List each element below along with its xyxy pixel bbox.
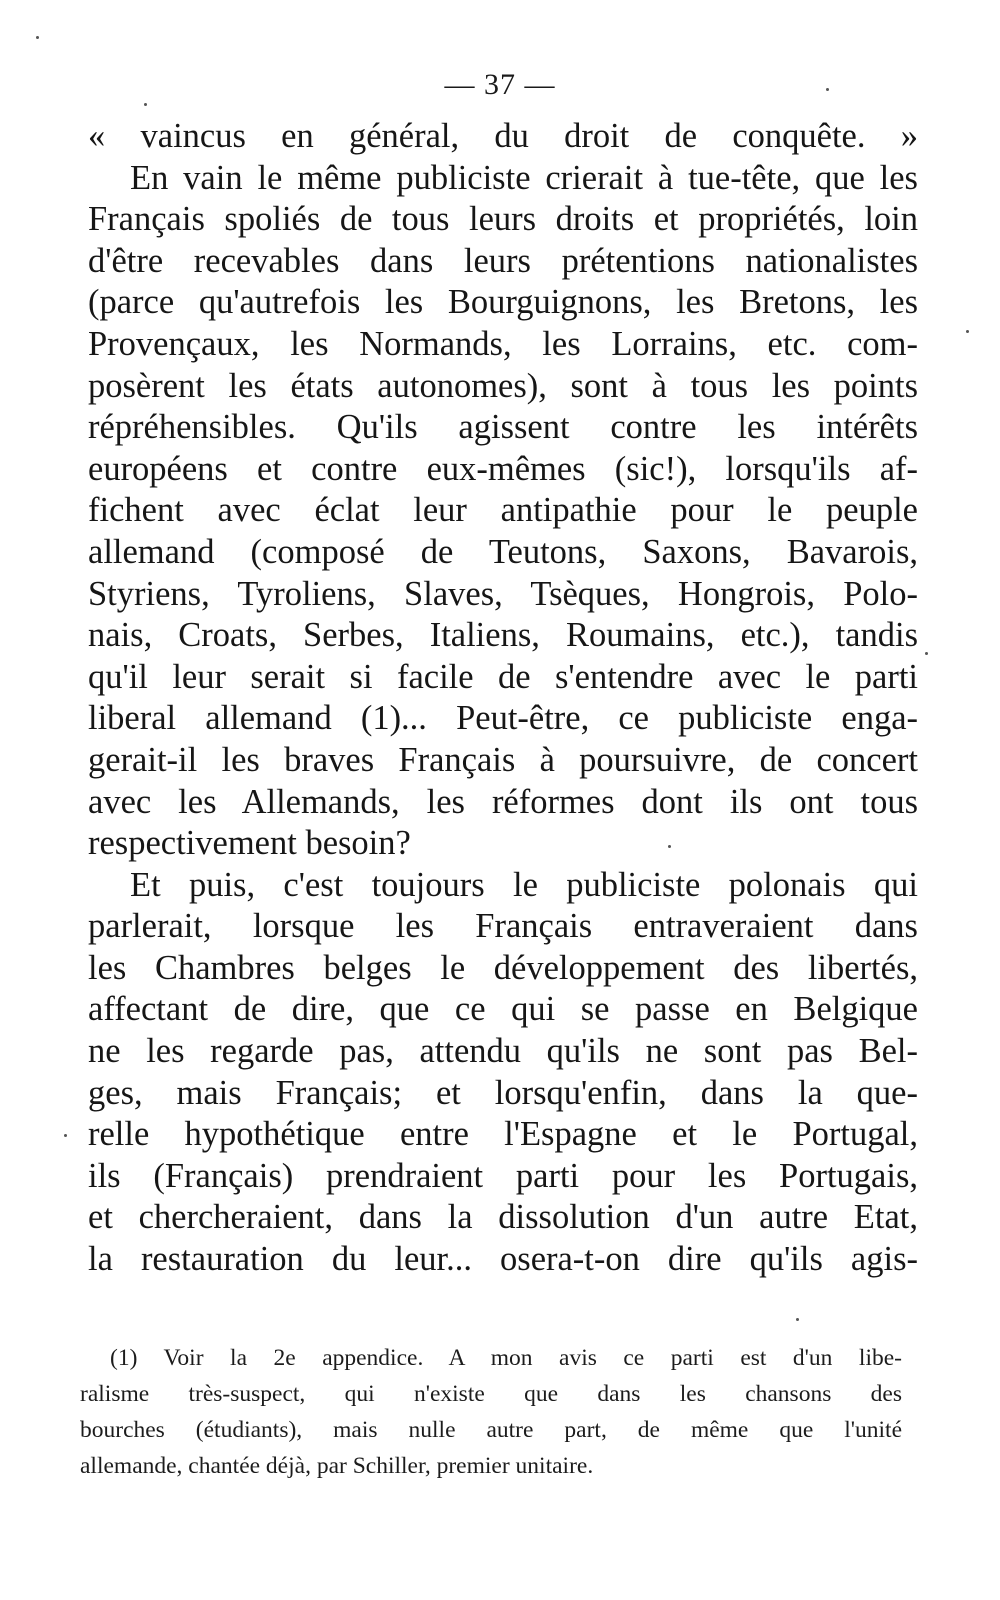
scan-speck — [966, 330, 969, 333]
footnote-line: allemande, chantée déjà, par Schiller, premier unitaire. — [80, 1453, 594, 1479]
text-line: qu'il leur serait si facile de s'entendre avec le parti — [88, 657, 918, 696]
body-text — [88, 116, 918, 1281]
text-line: et chercheraient, dans la dissolution d'un autre Etat, — [88, 1198, 918, 1237]
text-line: gerait-il les braves Français à poursuivre, de concert — [88, 740, 918, 779]
text-line: Styriens, Tyroliens, Slaves, Tsèques, Hongrois, Polo- — [88, 574, 918, 613]
text-line: les Chambres belges le développement des libertés, — [88, 948, 918, 987]
text-line: avec les Allemands, les réformes dont ils ont tous — [88, 782, 918, 821]
text-line: européens et contre eux-mêmes (sic!), lorsqu'ils af- — [88, 449, 918, 488]
text-line: En vain le même publiciste crierait à tue-tête, que les — [130, 158, 918, 197]
scan-speck — [796, 1318, 799, 1321]
text-line: d'être recevables dans leurs prétentions nationalistes — [88, 241, 918, 280]
scan-speck — [144, 103, 147, 106]
text-line: ils (Français) prendraient parti pour les Portugais, — [88, 1156, 918, 1195]
text-line: nais, Croats, Serbes, Italiens, Roumains, etc.), tandis — [88, 616, 918, 655]
scan-speck — [668, 845, 671, 848]
text-line: fichent avec éclat leur antipathie pour le peuple — [88, 491, 918, 530]
text-line: Provençaux, les Normands, les Lorrains, etc. com- — [88, 324, 918, 363]
text-line: (parce qu'autrefois les Bourguignons, les Bretons, les — [88, 283, 918, 322]
footnote-line: (1) Voir la 2e appendice. A mon avis ce parti est d'un libe- — [110, 1345, 902, 1371]
text-line: parlerait, lorsque les Français entraveraient dans — [88, 907, 918, 946]
scan-speck — [36, 36, 39, 39]
text-line: liberal allemand (1)... Peut-être, ce publiciste enga- — [88, 699, 918, 738]
text-line: la restauration du leur... osera-t-on dire qu'ils agis- — [88, 1240, 918, 1279]
page-number: — 37 — — [444, 68, 556, 101]
scan-speck — [64, 1134, 67, 1137]
text-line: posèrent les états autonomes), sont à tous les points — [88, 366, 918, 405]
text-line: affectant de dire, que ce qui se passe en Belgique — [88, 990, 918, 1029]
text-line: répréhensibles. Qu'ils agissent contre les intérêts — [88, 408, 918, 447]
footnote — [80, 1340, 902, 1484]
text-line: Et puis, c'est toujours le publiciste polonais qui — [130, 865, 918, 904]
scan-speck — [826, 88, 829, 91]
text-line: « vaincus en général, du droit de conquête. » — [88, 117, 918, 155]
scan-speck — [925, 652, 928, 655]
text-line: respectivement besoin? — [88, 824, 411, 863]
footnote-line: ralisme très-suspect, qui n'existe que dans les chansons des — [80, 1381, 902, 1407]
text-line: ges, mais Français; et lorsqu'enfin, dans la que- — [88, 1073, 918, 1112]
footnote-line: bourches (étudiants), mais nulle autre part, de même que l'unité — [80, 1417, 902, 1443]
text-line: relle hypothétique entre l'Espagne et le Portugal, — [88, 1115, 918, 1154]
text-line: ne les regarde pas, attendu qu'ils ne sont pas Bel- — [88, 1032, 918, 1071]
text-line: Français spoliés de tous leurs droits et propriétés, loin — [88, 200, 918, 239]
text-line: allemand (composé de Teutons, Saxons, Bavarois, — [88, 532, 918, 571]
